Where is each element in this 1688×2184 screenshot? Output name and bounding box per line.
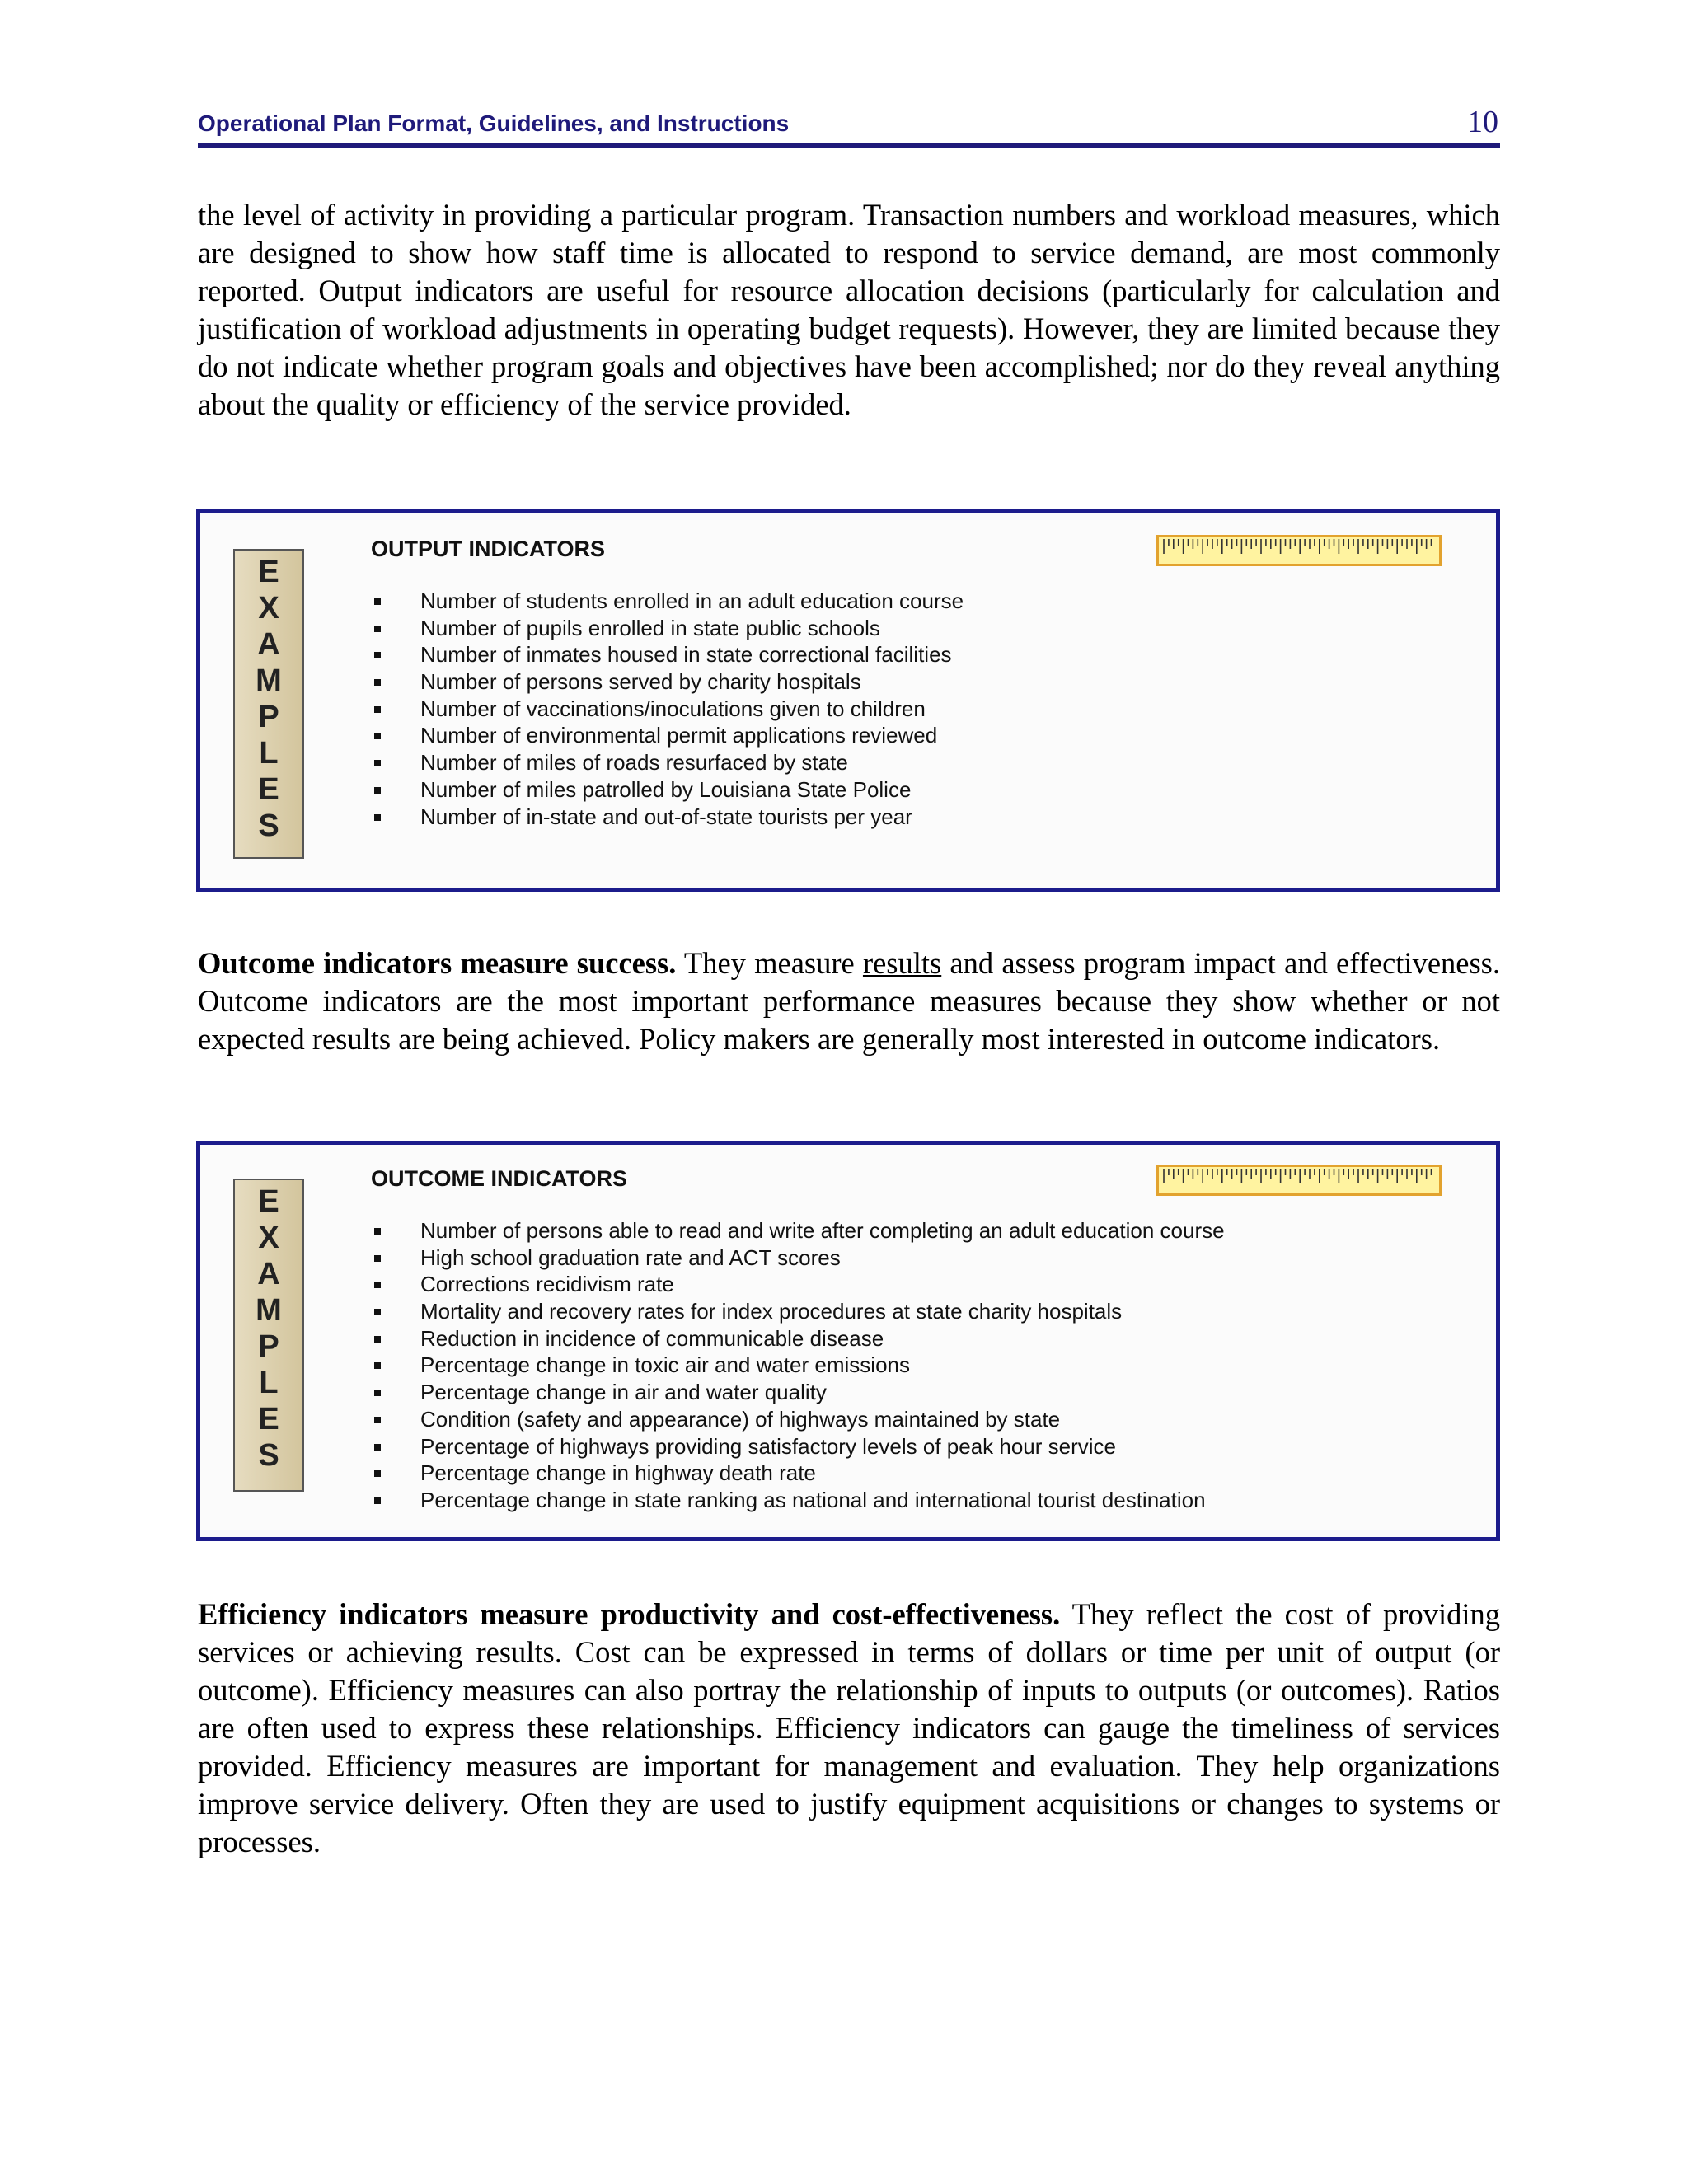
indicator-item: Number of persons able to read and write after completing an adult education course <box>371 1217 1225 1244</box>
results-underlined: results <box>862 946 942 980</box>
outcome-paragraph <box>198 944 1500 1058</box>
examples-letter: E <box>258 1184 279 1219</box>
indicator-item: Number of vaccinations/inoculations given to children <box>371 696 964 723</box>
examples-letter: S <box>258 808 279 843</box>
indicator-item: Percentage of highways providing satisfactory levels of peak hour service <box>371 1433 1225 1460</box>
indicator-item: Number of students enrolled in an adult education course <box>371 588 964 615</box>
examples-letter: E <box>258 555 279 589</box>
indicator-item: Number of inmates housed in state correctional facilities <box>371 641 964 668</box>
indicator-item: Percentage change in air and water quality <box>371 1379 1225 1406</box>
indicator-item: Number of miles of roads resurfaced by state <box>371 749 964 776</box>
examples-letter: L <box>259 736 279 771</box>
ruler-ticks <box>1159 1167 1439 1193</box>
outcome-text-b: and assess program impact and effectiveness. Outcome indicators are the most important performance measures because they show whether or not expected results are being achieved. Policy makers are generally most interested in outcome indicators. <box>198 946 1500 1056</box>
examples-letter: M <box>256 1293 282 1328</box>
examples-letter: E <box>258 772 279 807</box>
intro-paragraph: the level of activity in providing a particular program. Transaction numbers and workload measures, which are designed to show how staff time is allocated to respond to service demand, are most commonly reported. Output indicators are useful for resource allocation decisions (particularly for calculation and justification of workload adjustments in operating budget requests). However, they are limited because they do not indicate whether program goals and objectives have been accomplished; nor do they reveal anything about the quality or efficiency of the service provided. <box>198 198 1500 421</box>
header-title: Operational Plan Format, Guidelines, and Instructions <box>198 110 790 136</box>
examples-letter: A <box>257 627 280 662</box>
indicator-item: Percentage change in state ranking as national and international tourist destination <box>371 1487 1225 1514</box>
outcome-indicators-box <box>196 1141 1500 1541</box>
examples-letter: M <box>256 663 282 698</box>
examples-letter: S <box>258 1438 279 1473</box>
indicator-item: Mortality and recovery rates for index procedures at state charity hospitals <box>371 1298 1225 1325</box>
examples-tab <box>233 549 304 859</box>
page-header <box>198 96 1500 148</box>
indicator-item: Condition (safety and appearance) of highways maintained by state <box>371 1406 1225 1433</box>
indicator-item: Percentage change in highway death rate <box>371 1460 1225 1487</box>
examples-letter: P <box>258 700 279 734</box>
indicator-item: Reduction in incidence of communicable disease <box>371 1325 1225 1352</box>
outcome-indicators-title: OUTCOME INDICATORS <box>371 1166 628 1191</box>
outcome-lead: Outcome indicators measure success. <box>198 946 677 980</box>
output-indicators-box <box>196 509 1500 892</box>
output-indicators-title: OUTPUT INDICATORS <box>371 537 606 561</box>
indicator-item: Number of persons served by charity hospitals <box>371 668 964 696</box>
examples-letter: P <box>258 1329 279 1364</box>
efficiency-lead: Efficiency indicators measure productivity and cost-effectiveness. <box>198 1597 1061 1631</box>
outcome-text-a: They measure <box>676 946 863 980</box>
indicator-item: Corrections recidivism rate <box>371 1271 1225 1298</box>
examples-letter: A <box>257 1257 280 1291</box>
indicator-item: Number of miles patrolled by Louisiana State Police <box>371 776 964 804</box>
examples-tab <box>233 1179 304 1492</box>
examples-letter: X <box>258 591 279 626</box>
ruler-ticks <box>1159 537 1439 564</box>
indicator-item: Percentage change in toxic air and water emissions <box>371 1352 1225 1379</box>
examples-letter: X <box>258 1221 279 1255</box>
indicator-item: Number of pupils enrolled in state public schools <box>371 615 964 642</box>
ruler-icon <box>1156 1165 1442 1196</box>
outcome-indicators-list <box>371 1217 1225 1514</box>
examples-letter: L <box>259 1366 279 1400</box>
efficiency-text: They reflect the cost of providing services or achieving results. Cost can be expressed in terms of dollars or time per unit of output (or outcome). Efficiency measures can also portray the relationship of inputs to outputs (or outcomes). Ratios are often used to express these relationships. Efficiency indicators can gauge the timeliness of services provided. Efficiency measures are important for management and evaluation. They help organizations improve service delivery. Often they are used to justify equipment acquisitions or changes to systems or processes. <box>198 1597 1500 1858</box>
output-indicators-list <box>371 588 964 830</box>
indicator-item: Number of in-state and out-of-state tourists per year <box>371 804 964 831</box>
efficiency-paragraph <box>198 1596 1500 1861</box>
indicator-item: High school graduation rate and ACT scores <box>371 1244 1225 1272</box>
ruler-icon <box>1156 535 1442 566</box>
examples-letter: E <box>258 1402 279 1436</box>
page-number: 10 <box>1467 105 1498 139</box>
indicator-item: Number of environmental permit applications reviewed <box>371 722 964 749</box>
